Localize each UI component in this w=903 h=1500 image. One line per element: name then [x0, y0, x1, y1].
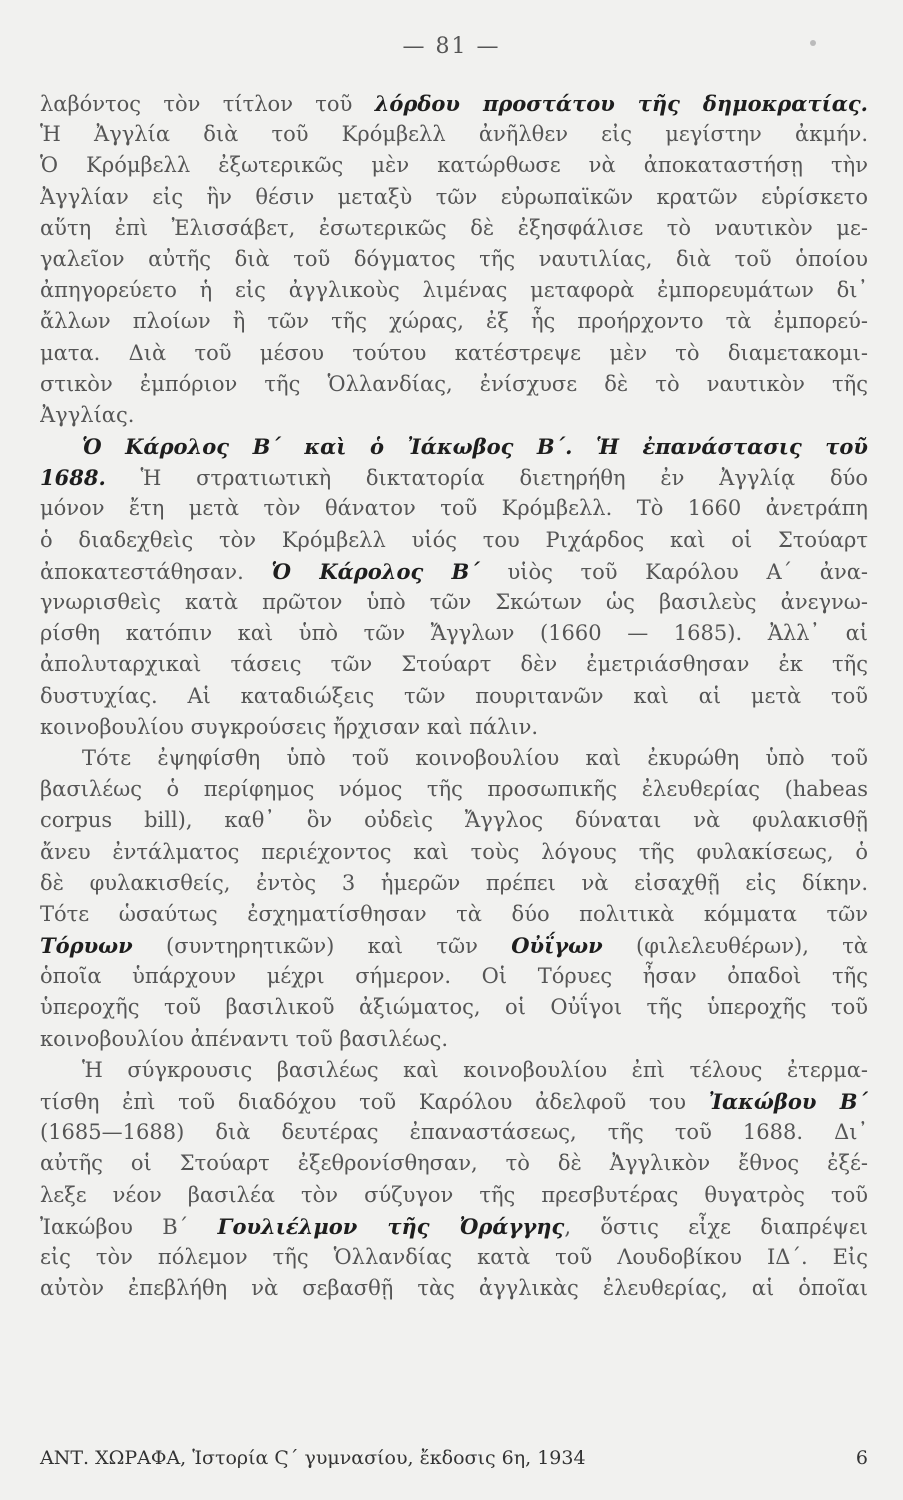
text-line [40, 1086, 868, 1117]
text-line [40, 1273, 868, 1304]
text-segment: ὁποῖα ὑπάρχουν μέχρι σήμερον. Οἱ Τόρυες ἦσαν ὀπαδοὶ τῆς [40, 964, 868, 989]
text-line [40, 462, 868, 493]
footer-signature-number: 6 [855, 1447, 868, 1469]
text-line [40, 275, 868, 306]
text-segment: δυστυχίας. Αἱ καταδιώξεις τῶν πουριτανῶν καὶ αἱ μετὰ τοῦ [40, 683, 868, 708]
text-segment: Ἡ Ἀγγλία διὰ τοῦ Κρόμβελλ ἀνῆλθεν εἰς μεγίστην ἀκμήν. [40, 122, 868, 147]
text-line [40, 961, 868, 992]
emphasized-text: Οὐΐγων [511, 933, 603, 959]
text-segment: corpus bill), καθ᾽ ὃν οὐδεὶς Ἄγγλος δύναται νὰ φυλακισθῇ [40, 808, 868, 833]
text-segment: (1685—1688) διὰ δευτέρας ἐπαναστάσεως, τῆς τοῦ 1688. Δι᾽ [40, 1120, 868, 1145]
emphasized-text: Ἰακώβου Β΄ [708, 1089, 868, 1114]
text-line [40, 681, 868, 712]
emphasized-text: 1688. [40, 465, 106, 491]
text-segment: Ἰακώβου Β΄ [40, 1214, 218, 1239]
text-line [40, 88, 868, 119]
text-segment: βασιλέως ὁ περίφημος νόμος τῆς προσωπικῆς ἐλευθερίας (habeas [40, 777, 868, 802]
text-line [40, 493, 868, 524]
text-segment: ματα. Διὰ τοῦ μέσου τούτου κατέστρεψε μὲν τὸ διαμετακομι- [40, 340, 868, 365]
text-segment: λαβόντος τὸν τίτλον τοῦ [40, 92, 375, 116]
text-segment: αὐτῆς οἱ Στούαρτ ἐξεθρονίσθησαν, τὸ δὲ Ἀγγλικὸν ἔθνος ἐξέ- [40, 1151, 868, 1176]
text-segment: Τότε ὡσαύτως ἐσχηματίσθησαν τὰ δύο πολιτικὰ κόμματα τῶν [40, 901, 868, 926]
text-line [40, 369, 868, 400]
text-segment: υἱὸς τοῦ Καρόλου Α΄ ἀνα- [479, 559, 868, 584]
text-line [40, 1117, 868, 1148]
text-line [40, 805, 868, 836]
text-segment: (φιλελευθέρων), τὰ [602, 934, 868, 959]
text-segment: ἀπηγορεύετο ἡ εἰς ἀγγλικοὺς λιμένας μεταφορὰ ἐμπορευμάτων δι᾽ [40, 278, 868, 303]
text-segment: γαλεῖον αὐτῆς διὰ τοῦ δόγματος τῆς ναυτιλίας, διὰ τοῦ ὁποίου [40, 246, 868, 271]
text-line [40, 899, 868, 930]
text-line [40, 525, 868, 556]
text-line [40, 556, 868, 587]
text-line [40, 1242, 868, 1273]
text-segment: εἰς τὸν πόλεμον τῆς Ὁλλανδίας κατὰ τοῦ Λουδοβίκου ΙΔ΄. Εἰς [40, 1244, 868, 1269]
emphasized-text: Γουλιέλμον τῆς Ὀράγγης [217, 1213, 565, 1239]
text-line [40, 306, 868, 337]
text-line [40, 1055, 868, 1086]
text-segment: κοινοβουλίου συγκρούσεις ἤρχισαν καὶ πάλιν. [40, 714, 539, 739]
text-line [40, 774, 868, 805]
text-line [40, 649, 868, 680]
text-line [40, 1148, 868, 1179]
text-segment: αὕτη ἐπὶ Ἐλισσάβετ, ἐσωτερικῶς δὲ ἐξησφάλισε τὸ ναυτικὸν με- [40, 215, 868, 240]
text-line [40, 1024, 868, 1055]
text-line [40, 992, 868, 1023]
text-segment: ἄνευ ἐντάλματος περιέχοντος καὶ τοὺς λόγους τῆς φυλακίσεως, ὁ [40, 839, 868, 864]
text-segment: , ὅστις εἶχε διαπρέψει [564, 1214, 868, 1239]
text-segment: ἀποκατεστάθησαν. [40, 559, 272, 584]
text-segment: Ἡ σύγκρουσις βασιλέως καὶ κοινοβουλίου ἐπὶ τέλους ἐτερμα- [82, 1057, 868, 1082]
text-line [40, 618, 868, 649]
text-line [40, 743, 868, 774]
text-segment: γνωρισθεὶς κατὰ πρῶτον ὑπὸ τῶν Σκώτων ὡς βασιλεὺς ἀνεγνω- [40, 590, 868, 614]
text-line [40, 1211, 868, 1242]
footer [40, 1447, 868, 1469]
text-line [40, 431, 868, 462]
text-segment: Ἀγγλίαν εἰς ἣν θέσιν μεταξὺ τῶν εὐρωπαϊκῶν κρατῶν εὑρίσκετο [40, 184, 868, 209]
text-segment: ὑπεροχῆς τοῦ βασιλικοῦ ἀξιώματος, οἱ Οὐΐγοι τῆς ὑπεροχῆς τοῦ [40, 995, 868, 1020]
text-segment: Ἡ στρατιωτικὴ δικτατορία διετηρήθη ἐν Ἀγγλίᾳ δύο [105, 466, 868, 491]
text-segment: τίσθη ἐπὶ τοῦ διαδόχου τοῦ Καρόλου ἀδελφοῦ του [40, 1090, 709, 1114]
scan-speck [810, 40, 816, 46]
text-line [40, 119, 868, 150]
footer-citation: ΑΝΤ. ΧΩΡΑΦΑ, Ἱστορία Ϛ΄ γυμνασίου, ἔκδοσις 6η, 1934 [40, 1447, 586, 1469]
text-segment: κοινοβουλίου ἀπέναντι τοῦ βασιλέως. [40, 1026, 449, 1051]
emphasized-text: Ὁ Κάρολος Β΄ καὶ ὁ Ἰάκωβος Β΄. Ἡ ἐπανάστασις τοῦ [82, 434, 868, 460]
text-line [40, 244, 868, 275]
text-segment: Ἀγγλίας. [40, 402, 135, 427]
emphasized-text: Ὁ Κάρολος Β΄ [271, 558, 480, 584]
text-line [40, 1180, 868, 1211]
text-line [40, 712, 868, 743]
emphasized-text: Τόρυων [40, 933, 133, 959]
text-line [40, 837, 868, 868]
text-line [40, 150, 868, 181]
text-segment: ἀπολυταρχικαὶ τάσεις τῶν Στούαρτ δὲν ἐμετριάσθησαν ἐκ τῆς [40, 652, 868, 677]
text-segment: δὲ φυλακισθείς, ἐντὸς 3 ἡμερῶν πρέπει νὰ εἰσαχθῇ εἰς δίκην. [40, 870, 868, 895]
text-segment: μόνον ἔτη μετὰ τὸν θάνατον τοῦ Κρόμβελλ. Τὸ 1660 ἀνετράπη [40, 496, 868, 521]
text-line [40, 868, 868, 899]
text-line [40, 213, 868, 244]
text-segment: (συντηρητικῶν) καὶ τῶν [132, 934, 512, 959]
text-segment: αὐτὸν ἐπεβλήθη νὰ σεβασθῇ τὰς ἀγγλικὰς ἐλευθερίας, αἱ ὁποῖαι [40, 1276, 868, 1301]
body-text [40, 88, 868, 1304]
text-segment: Ὁ Κρόμβελλ ἐξωτερικῶς μὲν κατώρθωσε νὰ ἀποκαταστήσῃ τὴν [40, 153, 868, 178]
text-segment: στικὸν ἐμπόριον τῆς Ὁλλανδίας, ἐνίσχυσε δὲ τὸ ναυτικὸν τῆς [40, 371, 868, 396]
text-segment: Τότε ἐψηφίσθη ὑπὸ τοῦ κοινοβουλίου καὶ ἐκυρώθη ὑπὸ τοῦ [82, 745, 868, 770]
text-segment: ἄλλων πλοίων ἢ τῶν τῆς χώρας, ἐξ ἧς προήρχοντο τὰ ἐμπορεύ- [40, 309, 868, 334]
text-line [40, 400, 868, 431]
text-segment: ρίσθη κατόπιν καὶ ὑπὸ τῶν Ἄγγλων (1660 — 1685). Ἀλλ᾽ αἱ [40, 621, 868, 646]
text-line [40, 587, 868, 618]
text-line [40, 182, 868, 213]
text-segment: ὁ διαδεχθεὶς τὸν Κρόμβελλ υἱός του Ριχάρδος καὶ οἱ Στούαρτ [40, 527, 868, 552]
text-line [40, 338, 868, 369]
page-number: — 81 — [402, 34, 501, 59]
emphasized-text: λόρδου προστάτου τῆς δημοκρατίας. [374, 91, 868, 116]
text-line [40, 930, 868, 961]
text-segment: λεξε νέον βασιλέα τὸν σύζυγον τῆς πρεσβυτέρας θυγατρὸς τοῦ [40, 1182, 868, 1207]
